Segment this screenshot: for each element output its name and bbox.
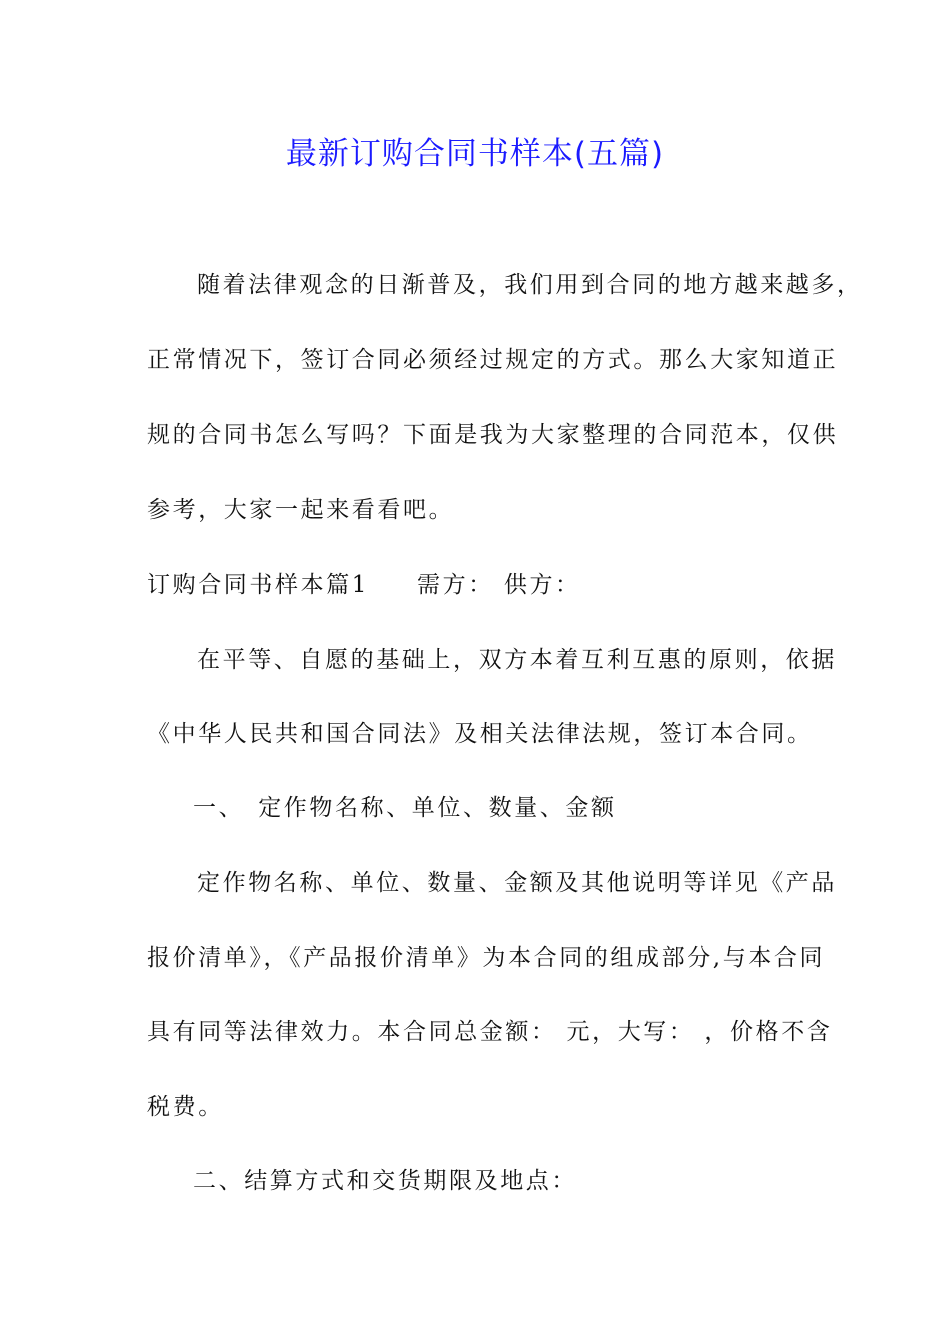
- para2-line-3: 具有同等法律效力。本合同总金额： 元，大写： ，价格不含: [147, 1019, 833, 1045]
- para1-line-2: 《中华人民共和国合同法》及相关法律法规，签订本合同。: [147, 721, 813, 747]
- para2-line-2: 报价清单》，《产品报价清单》为本合同的组成部分,与本合同: [147, 945, 826, 971]
- intro-line-2: 正常情况下，签订合同必须经过规定的方式。那么大家知道正: [147, 347, 839, 373]
- section2-heading: 二、结算方式和交货期限及地点：: [193, 1168, 577, 1194]
- supplier-label: 供方：: [503, 572, 581, 598]
- para1-line-1: 在平等、自愿的基础上，双方本着互利互惠的原则，依据: [197, 647, 837, 673]
- para2-line-1: 定作物名称、单位、数量、金额及其他说明等详见《产品: [197, 870, 837, 896]
- section1-title: 定作物名称、单位、数量、金额: [258, 795, 617, 821]
- intro-line-4: 参考，大家一起来看看吧。: [147, 497, 455, 523]
- sample-heading: 订购合同书样本篇1: [147, 572, 370, 598]
- document-title: 最新订购合同书样本(五篇): [285, 136, 665, 172]
- sample-heading-row: [147, 570, 581, 600]
- intro-line-1: 随着法律观念的日渐普及，我们用到合同的地方越来越多，: [197, 272, 863, 298]
- intro-line-3: 规的合同书怎么写吗？下面是我为大家整理的合同范本，仅供: [147, 422, 839, 448]
- section1-heading: [193, 793, 617, 823]
- para2-line-4: 税费。: [147, 1094, 224, 1120]
- buyer-label: 需方：: [417, 572, 494, 598]
- section1-number: 一、: [193, 795, 245, 821]
